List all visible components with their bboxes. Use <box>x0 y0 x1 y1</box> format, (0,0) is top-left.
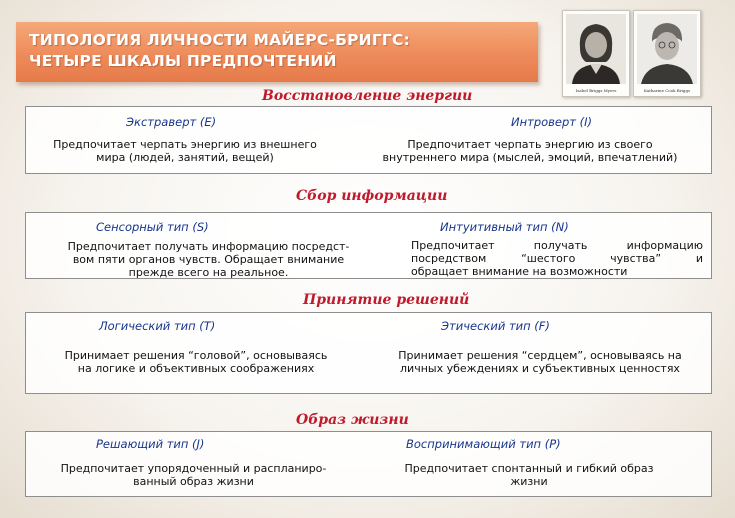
type-label-judging: Решающий тип (J) <box>96 437 205 451</box>
scale-panel-energy <box>25 106 712 174</box>
type-label-introvert: Интроверт (I) <box>511 115 593 129</box>
portrait-photo-isabel <box>562 10 630 97</box>
type-description-introvert: Предпочитает черпать энергию из своего внутреннего мира (мыслей, эмоций, впечатлений) <box>382 138 678 164</box>
scale-panel-decisions <box>25 312 712 394</box>
type-description-feeling: Принимает решения “сердцем”, основываясь на личных убеждениях и субъективных ценностях <box>398 349 682 375</box>
type-description-judging: Предпочитает упорядоченный и распланиро- ванный образ жизни <box>60 462 327 488</box>
type-label-intuitive: Интуитивный тип (N) <box>440 220 569 234</box>
portrait-photo-icon <box>637 14 697 84</box>
section-title-lifestyle: Образ жизни <box>296 412 409 428</box>
title-banner <box>16 22 538 82</box>
photo-caption: Katharine Cook Briggs <box>643 88 691 93</box>
type-description-sensing: Предпочитает получать информацию посредст- вом пяти органов чувств. Обращает внимание прежде всего на реальное. <box>67 240 350 279</box>
portrait-photo-katharine <box>633 10 701 97</box>
section-title-decisions: Принятие решений <box>303 292 470 308</box>
scale-panel-information <box>25 212 712 279</box>
photo-caption: Isabel Briggs Myers <box>575 88 617 93</box>
type-description-extravert: Предпочитает черпать энергию из внешнего мира (людей, занятий, вещей) <box>53 138 317 164</box>
portrait-photo-icon <box>566 14 626 84</box>
section-title-energy: Восстановление энергии <box>262 88 473 104</box>
page-title-line-1: ТИПОЛОГИЯ ЛИЧНОСТИ МАЙЕРС-БРИГГС: <box>29 31 410 49</box>
type-description-thinking: Принимает решения “головой”, основываясь на логике и объективных соображениях <box>64 349 328 375</box>
type-label-feeling: Этический тип (F) <box>441 319 550 333</box>
scale-panel-lifestyle <box>25 431 712 497</box>
type-label-extravert: Экстраверт (E) <box>126 115 217 129</box>
type-description-perceiving: Предпочитает спонтанный и гибкий образ жизни <box>404 462 654 488</box>
type-label-perceiving: Воспринимающий тип (P) <box>406 437 561 451</box>
page-title-line-2: ЧЕТЫРЕ ШКАЛЫ ПРЕДПОЧТЕНИЙ <box>29 52 337 70</box>
section-title-information: Сбор информации <box>296 188 448 204</box>
type-description-intuitive: Предпочитает получать информацию посредством “шестого чувства” и обращает внимание на возможности <box>411 239 703 278</box>
type-label-sensing: Сенсорный тип (S) <box>96 220 209 234</box>
type-label-thinking: Логический тип (T) <box>99 319 216 333</box>
